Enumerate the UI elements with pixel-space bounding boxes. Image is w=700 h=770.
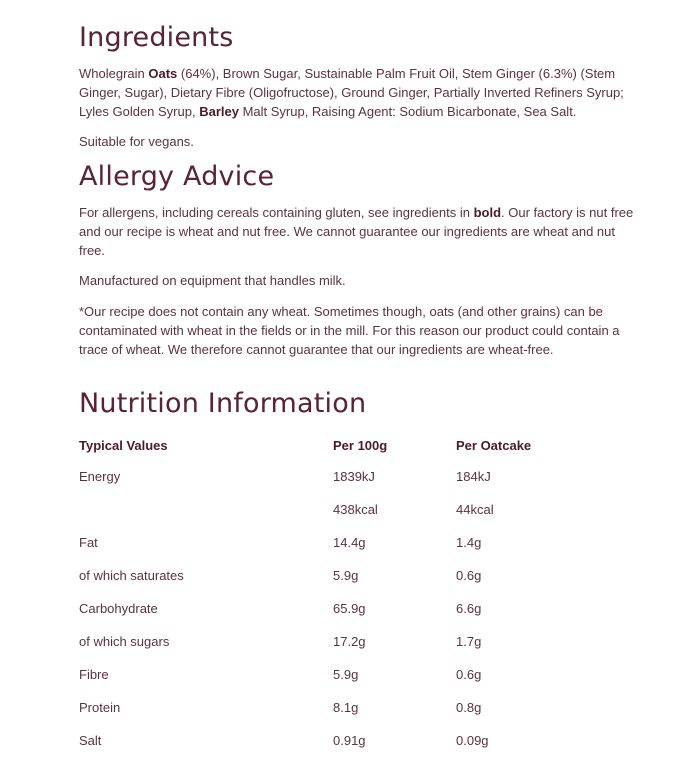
- ingredients-text-part: (64%), Brown Sugar, Sustainable Palm Fruit Oil, Stem Ginger (6.3%) (Stem Ginger, Sugar), Dietary Fibre (Oligofructose), Ground Ginger, Partially Inverted Refiners Syrup; Lyles Golden Syrup,: [79, 66, 624, 119]
- allergy-text-part: For allergens, including cereals containing gluten, see ingredients in: [79, 205, 474, 220]
- per-oatcake-value: 0.09g: [456, 733, 489, 748]
- table-row: [79, 533, 639, 566]
- table-row: [79, 566, 639, 599]
- wheat-note: *Our recipe does not contain any wheat. Sometimes though, oats (and other grains) can be contaminated with wheat in the fields or in the mill. For this reason our product could contain a trace of wheat. We therefore cannot guarantee that our ingredients are wheat-free.: [79, 304, 620, 357]
- table-row: [79, 665, 639, 698]
- allergen-barley: Barley: [199, 104, 239, 119]
- table-row: [79, 599, 639, 632]
- ingredients-text-part: Wholegrain: [79, 66, 149, 81]
- vegan-note: Suitable for vegans.: [79, 134, 194, 149]
- per-oatcake-value: 0.8g: [456, 700, 482, 715]
- per-100g-value: 438kcal: [333, 502, 378, 517]
- nutrition-table: [79, 436, 639, 764]
- nutrient-name: [79, 500, 333, 533]
- per-oatcake-value: 1.7g: [456, 634, 482, 649]
- nutrient-name: Energy: [79, 469, 121, 484]
- per-100g-value: 14.4g: [333, 535, 366, 550]
- per-100g-value: 1839kJ: [333, 469, 375, 484]
- ingredients-text: [79, 64, 639, 121]
- header-per-100g: Per 100g: [333, 438, 388, 453]
- nutrient-name: Fibre: [79, 667, 109, 682]
- per-oatcake-value: 184kJ: [456, 469, 491, 484]
- header-per-oatcake: Per Oatcake: [456, 438, 532, 453]
- per-oatcake-value: 1.4g: [456, 535, 482, 550]
- nutrient-name: of which saturates: [79, 568, 184, 583]
- allergy-text: [79, 203, 639, 260]
- allergy-bold-word: bold: [473, 205, 502, 220]
- per-100g-value: 0.91g: [333, 733, 366, 748]
- nutrition-header-row: [79, 436, 639, 467]
- nutrient-name: of which sugars: [79, 634, 170, 649]
- per-100g-value: 5.9g: [333, 667, 359, 682]
- allergy-heading: Allergy Advice: [79, 161, 275, 192]
- table-row: [79, 731, 639, 764]
- allergy-text-part: . Our factory is nut free and our recipe is wheat and nut free. We cannot guarantee our ingredients are wheat and nut free.: [79, 205, 634, 258]
- per-100g-value: 17.2g: [333, 634, 366, 649]
- per-100g-value: 65.9g: [333, 601, 366, 616]
- allergen-oats: Oats: [148, 66, 178, 81]
- per-oatcake-value: 44kcal: [456, 502, 494, 517]
- nutrient-name: Carbohydrate: [79, 601, 158, 616]
- table-row: [79, 698, 639, 731]
- per-oatcake-value: 0.6g: [456, 667, 482, 682]
- nutrient-name: Salt: [79, 733, 102, 748]
- table-row: [79, 632, 639, 665]
- per-oatcake-value: 6.6g: [456, 601, 482, 616]
- per-oatcake-value: 0.6g: [456, 568, 482, 583]
- header-typical-values: Typical Values: [79, 438, 168, 453]
- table-row: [79, 467, 639, 500]
- nutrient-name: Protein: [79, 700, 121, 715]
- per-100g-value: 8.1g: [333, 700, 359, 715]
- nutrient-name: Fat: [79, 535, 98, 550]
- milk-note: Manufactured on equipment that handles milk.: [79, 273, 346, 288]
- per-100g-value: 5.9g: [333, 568, 359, 583]
- ingredients-heading: Ingredients: [79, 22, 234, 53]
- ingredients-text-part: Malt Syrup, Raising Agent: Sodium Bicarbonate, Sea Salt.: [238, 104, 577, 119]
- table-row: [79, 500, 639, 533]
- nutrition-heading: Nutrition Information: [79, 388, 367, 419]
